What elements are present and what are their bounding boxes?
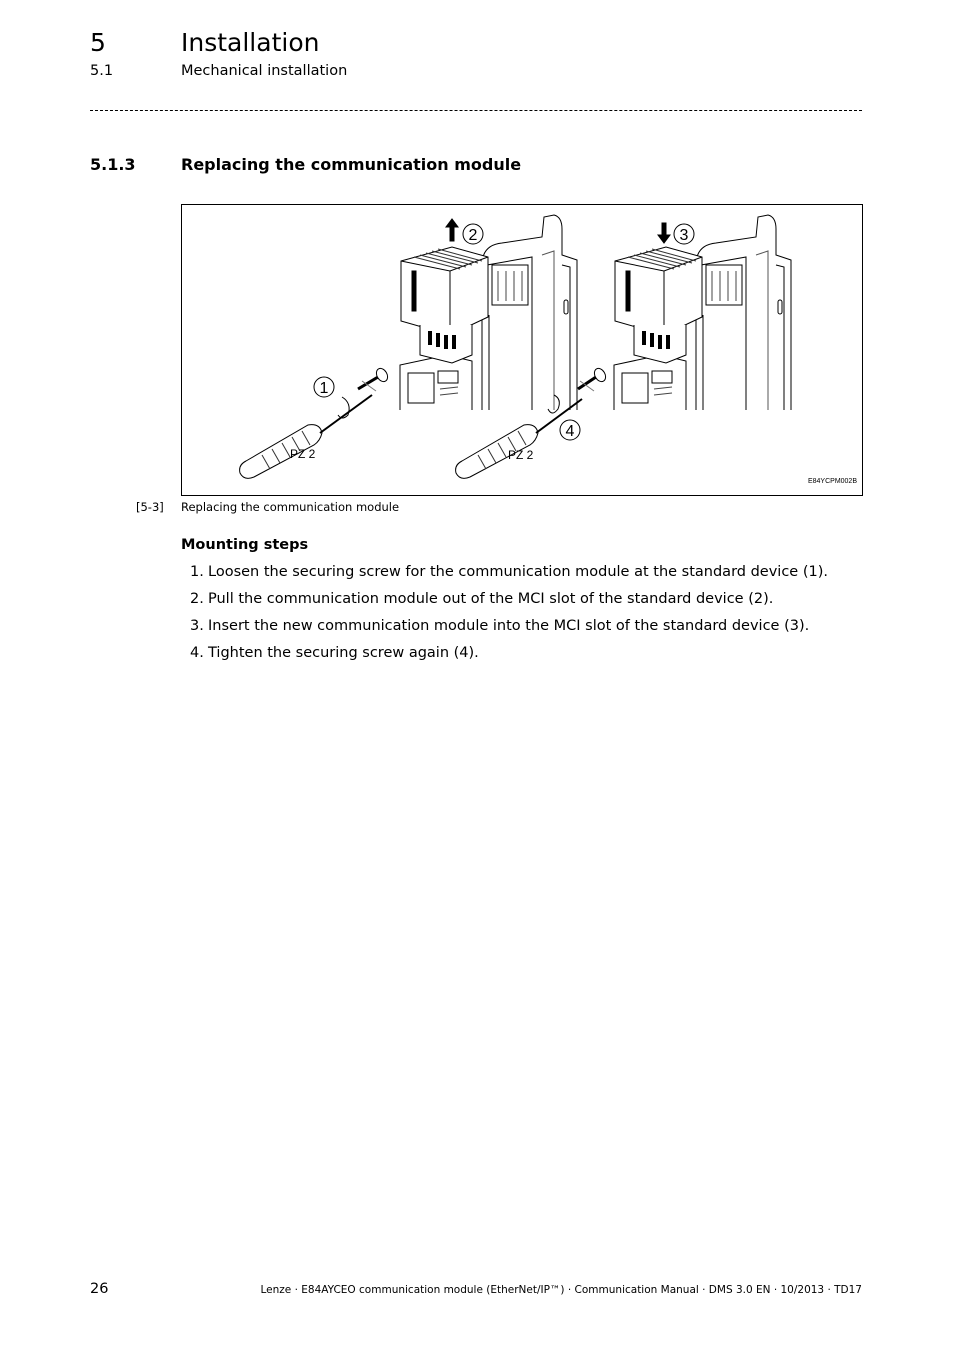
list-item	[190, 645, 828, 672]
communication-module-right	[615, 247, 702, 363]
figure-image-code: E84YCPM002B	[807, 478, 857, 485]
communication-module-left	[401, 247, 488, 363]
header-divider	[90, 110, 862, 111]
footer-text: Lenze · E84AYCEO communication module (EtherNet/IP™) · Communication Manual · DMS 3.0 EN · 10/2013 · TD17	[260, 1284, 862, 1296]
mounting-steps-heading: Mounting steps	[181, 537, 309, 553]
section-title: Replacing the communication module	[181, 155, 522, 174]
step-number: 3.	[190, 618, 204, 634]
list-item	[190, 618, 828, 645]
installation-illustration	[182, 205, 864, 497]
chapter-number: 5	[90, 28, 106, 57]
figure-caption-text: Replacing the communication module	[181, 500, 400, 514]
subchapter-number: 5.1	[90, 63, 114, 79]
step-text: Pull the communication module out of the MCI slot of the standard device (2).	[208, 591, 774, 607]
callout-1: 1	[319, 380, 329, 397]
callout-2: 2	[468, 227, 478, 244]
screwdriver-right	[456, 399, 582, 478]
figure-caption-number: [5-3]	[136, 500, 164, 514]
subchapter-title: Mechanical installation	[181, 63, 348, 79]
chapter-title: Installation	[181, 28, 320, 57]
step-text: Loosen the securing screw for the communication module at the standard device (1).	[208, 564, 828, 580]
step-number: 2.	[190, 591, 204, 607]
mounting-steps-list	[190, 564, 828, 672]
step-number: 4.	[190, 645, 204, 661]
section-number: 5.1.3	[90, 155, 136, 174]
step-text: Tighten the securing screw again (4).	[208, 645, 479, 661]
list-item	[190, 591, 828, 618]
figure-frame	[181, 204, 863, 496]
tool-label-left: PZ 2	[290, 447, 316, 461]
callout-4: 4	[565, 423, 575, 440]
screwdriver-left	[240, 395, 372, 478]
pull-up-arrow-icon	[446, 219, 458, 241]
tool-label-right: PZ 2	[508, 448, 534, 462]
callout-3: 3	[679, 227, 689, 244]
step-text: Insert the new communication module into the MCI slot of the standard device (3).	[208, 618, 810, 634]
screw-right	[578, 366, 608, 391]
screw-left	[358, 366, 390, 391]
insert-down-arrow-icon	[658, 223, 670, 243]
step-number: 1.	[190, 564, 204, 580]
list-item	[190, 564, 828, 591]
page-number: 26	[90, 1281, 109, 1297]
